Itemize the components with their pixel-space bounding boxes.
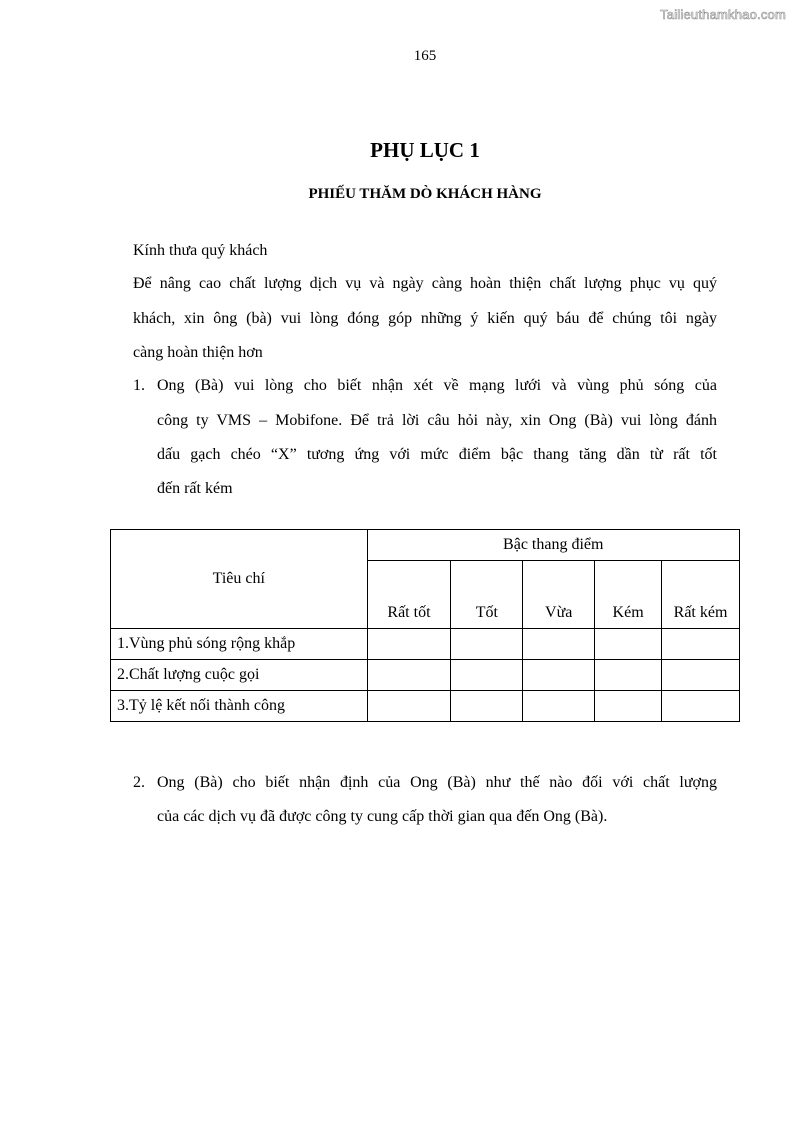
page-number: 165 <box>413 48 437 64</box>
question-1-number: 1. <box>133 377 145 394</box>
rating-cell[interactable] <box>451 660 523 691</box>
row-label: 1.Vùng phủ sóng rộng khắp <box>111 629 368 660</box>
level-very-poor: Rất kém <box>662 561 740 629</box>
level-average: Vừa <box>523 561 595 629</box>
question-1-line-4: đến rất kém <box>157 480 233 497</box>
greeting: Kính thưa quý khách <box>133 242 268 259</box>
level-very-good: Rất tốt <box>367 561 451 629</box>
rating-cell[interactable] <box>523 629 595 660</box>
rating-cell[interactable] <box>523 691 595 722</box>
question-1-line-3: dấu gạch chéo “X” tương ứng với mức điểm bậc thang tăng dần từ rất tốt <box>157 446 717 463</box>
rating-cell[interactable] <box>523 660 595 691</box>
row-label: 2.Chất lượng cuộc gọi <box>111 660 368 691</box>
rating-cell[interactable] <box>367 691 451 722</box>
intro-line-3: càng hoàn thiện hơn <box>133 344 263 361</box>
question-1-line-2: công ty VMS – Mobifone. Để trả lời câu hỏi này, xin Ong (Bà) vui lòng đánh <box>157 412 717 429</box>
rating-cell[interactable] <box>451 691 523 722</box>
table-row <box>111 691 740 722</box>
rating-table <box>110 529 740 722</box>
watermark: Tailieuthamkhao.com <box>660 7 786 22</box>
criteria-header: Tiêu chí <box>111 530 368 629</box>
intro-line-2: khách, xin ông (bà) vui lòng đóng góp những ý kiến quý báu để chúng tôi ngày <box>133 310 717 327</box>
rating-cell[interactable] <box>662 660 740 691</box>
rating-cell[interactable] <box>662 629 740 660</box>
row-label: 3.Tỷ lệ kết nối thành công <box>111 691 368 722</box>
rating-cell[interactable] <box>595 691 662 722</box>
rating-cell[interactable] <box>451 629 523 660</box>
appendix-title: PHỤ LỤC 1 <box>370 138 480 162</box>
rating-cell[interactable] <box>595 629 662 660</box>
scale-header: Bậc thang điểm <box>367 530 739 561</box>
table-row <box>111 660 740 691</box>
question-2-number: 2. <box>133 774 145 791</box>
rating-cell[interactable] <box>662 691 740 722</box>
level-poor: Kém <box>595 561 662 629</box>
table-row <box>111 629 740 660</box>
question-2-line-2: của các dịch vụ đã được công ty cung cấp thời gian qua đến Ong (Bà). <box>157 808 608 825</box>
rating-cell[interactable] <box>367 660 451 691</box>
survey-title: PHIẾU THĂM DÒ KHÁCH HÀNG <box>308 186 542 202</box>
level-good: Tốt <box>451 561 523 629</box>
intro-line-1: Để nâng cao chất lượng dịch vụ và ngày càng hoàn thiện chất lượng phục vụ quý <box>133 275 717 292</box>
rating-cell[interactable] <box>367 629 451 660</box>
rating-cell[interactable] <box>595 660 662 691</box>
question-2-line-1: Ong (Bà) cho biết nhận định của Ong (Bà) như thế nào đối với chất lượng <box>157 774 717 791</box>
question-1-line-1: Ong (Bà) vui lòng cho biết nhận xét về mạng lưới và vùng phủ sóng của <box>157 377 717 394</box>
